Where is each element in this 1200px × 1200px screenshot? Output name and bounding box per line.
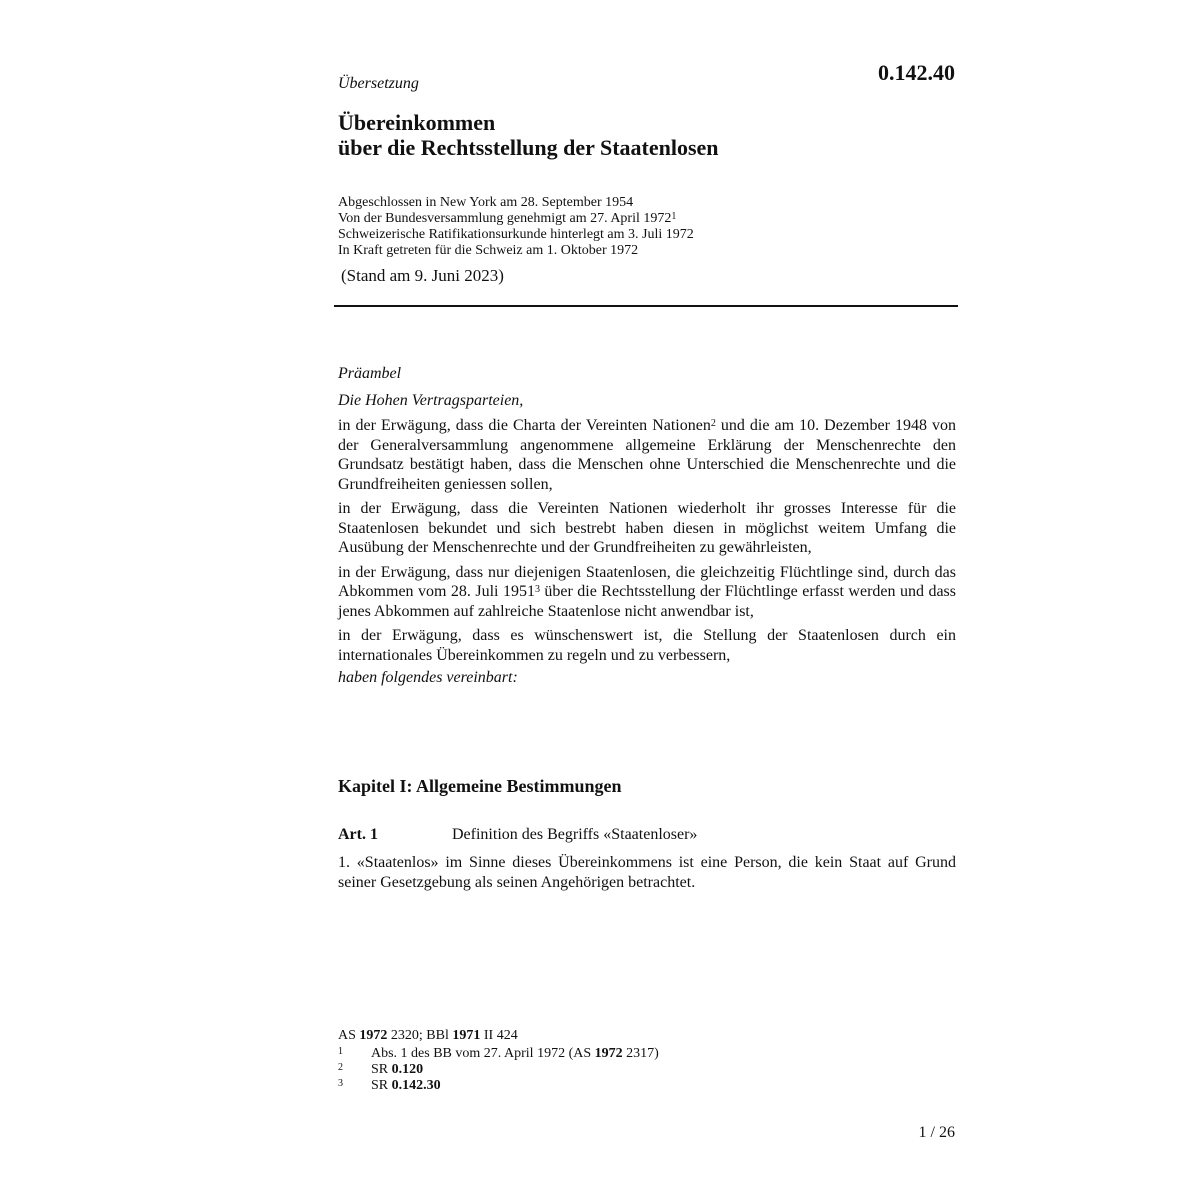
preamble-parties: Die Hohen Vertragsparteien,: [338, 391, 524, 409]
sr-number: 0.142.40: [878, 60, 955, 85]
source-b: 1972: [359, 1028, 388, 1043]
footnote-3: [338, 1078, 659, 1094]
fn2-a: SR: [371, 1062, 392, 1077]
p3-text-b: über die Rechtsstellung der Flüchtlinge erfasst werden und dass jenes Abkommen auf zahlreiche Staatenlose nicht anwendbar ist,: [338, 583, 956, 620]
page-number: 1 / 26: [918, 1124, 955, 1141]
translation-label: Übersetzung: [338, 75, 419, 92]
preamble-paragraph-4: in der Erwägung, dass es wünschenswert ist, die Stellung der Staatenlosen durch ein internationales Übereinkommen zu regeln und zu verbessern,: [338, 627, 956, 664]
p1-text-a: in der Erwägung, dass die Charta der Vereinten Nationen: [338, 417, 711, 434]
status-date: (Stand am 9. Juni 2023): [341, 266, 504, 285]
fn2-b[interactable]: 0.120: [391, 1062, 424, 1077]
fn1-b: 1972: [594, 1046, 623, 1061]
fn1-a: Abs. 1 des BB vom 27. April 1972 (AS: [371, 1046, 595, 1061]
footnote-ref-2[interactable]: 2: [710, 418, 716, 429]
fn1-c: 2317): [622, 1046, 659, 1061]
fn3-a: SR: [371, 1078, 392, 1093]
footnote-number: 2: [338, 1062, 343, 1073]
p1-text-b: und die am 10. Dezember 1948 von der Generalversammlung angenommene allgemeine Erklärung der Menschenrechte den Grundsatz bestätigt haben, dass die Menschen ohne Unterschied die Menschenrechte und die Grundfreiheiten geniessen sollen,: [338, 417, 956, 493]
footnote-ref-1[interactable]: 1: [671, 211, 677, 222]
footnote-2: [338, 1062, 659, 1078]
footnote-text: [371, 1078, 441, 1094]
meta-in-force: In Kraft getreten für die Schweiz am 1. Oktober 1972: [338, 243, 639, 258]
source-a: AS: [338, 1028, 360, 1043]
source-c: 2320; BBl: [387, 1028, 453, 1043]
preamble-paragraph-2: in der Erwägung, dass die Vereinten Nationen wiederholt ihr grosses Interesse für die Staatenlosen bekundet und sich bestrebt haben diesen in möglichst weitem Umfang die Ausübung der Menschenrechte und der Grundfreiheiten zu gewährleisten,: [338, 500, 956, 556]
footnotes-section: [338, 1028, 659, 1094]
footnote-text: [371, 1046, 659, 1062]
meta-concluded: Abgeschlossen in New York am 28. September 1954: [338, 195, 634, 210]
document-metadata: [338, 195, 694, 259]
footnote-ref-3[interactable]: 3: [534, 584, 540, 595]
source-d: 1971: [452, 1028, 481, 1043]
article-title: Definition des Begriffs «Staatenloser»: [452, 826, 698, 843]
meta-approved: Von der Bundesversammlung genehmigt am 27. April 1972: [338, 211, 672, 226]
footnote-number: 3: [338, 1078, 343, 1089]
source-reference: [338, 1028, 659, 1044]
footnote-1: [338, 1046, 659, 1062]
preamble-closing: haben folgendes vereinbart:: [338, 669, 518, 686]
title-line-2: über die Rechtsstellung der Staatenlosen: [338, 135, 719, 160]
fn3-b[interactable]: 0.142.30: [391, 1078, 441, 1093]
footnote-text: [371, 1062, 423, 1078]
article-paragraph-1: 1. «Staatenlos» im Sinne dieses Übereinkommens ist eine Person, die kein Staat auf Grund seiner Gesetzgebung als seinen Angehörigen betrachtet.: [338, 854, 956, 891]
document-title: [338, 110, 719, 160]
preamble-paragraph-3: [338, 563, 956, 622]
meta-ratified: Schweizerische Ratifikationsurkunde hinterlegt am 3. Juli 1972: [338, 227, 694, 242]
footnote-number: 1: [338, 1046, 343, 1057]
preamble-section: [338, 364, 956, 693]
meta-approved-line: [338, 211, 694, 227]
preamble-paragraph-1: [338, 416, 956, 494]
preamble-heading: Präambel: [338, 365, 402, 382]
p3-text-a: in der Erwägung, dass nur diejenigen Staatenlosen, die gleichzeitig Flüchtlinge sind, durch das Abkommen vom 28. Juli 1951: [338, 563, 956, 600]
chapter-heading: Kapitel I: Allgemeine Bestimmungen: [338, 776, 622, 796]
source-e: II 424: [480, 1028, 518, 1043]
article-number: Art. 1: [338, 826, 378, 843]
header-divider: [334, 305, 958, 307]
title-line-1: Übereinkommen: [338, 110, 496, 135]
